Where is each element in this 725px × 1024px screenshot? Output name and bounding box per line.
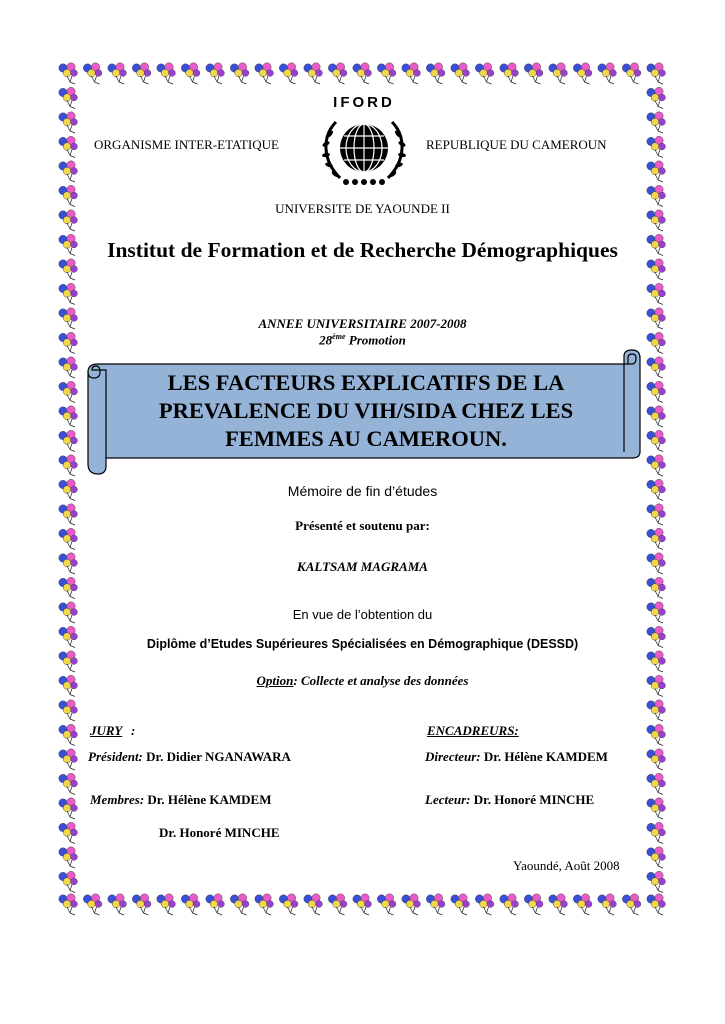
- academic-year: ANNEE UNIVERSITAIRE 2007-2008: [258, 316, 467, 331]
- balloon-cluster-icon: [647, 700, 666, 721]
- org-right: REPUBLIQUE DU CAMEROUN: [426, 137, 607, 152]
- balloon-cluster-icon: [622, 63, 641, 84]
- balloon-cluster-icon: [353, 894, 372, 915]
- member1-name: Dr. Hélène KAMDEM: [144, 792, 272, 807]
- balloon-cluster-icon: [451, 63, 470, 84]
- balloon-cluster-icon: [59, 871, 78, 892]
- option-label: Option: [256, 673, 294, 688]
- balloon-cluster-icon: [255, 894, 274, 915]
- balloon-cluster-icon: [647, 136, 666, 157]
- diploma-name: Diplôme d’Etudes Supérieures Spécialisées en Démographique (DESSD): [146, 637, 579, 651]
- balloon-cluster-icon: [402, 894, 421, 915]
- balloon-cluster-icon: [573, 894, 592, 915]
- balloon-cluster-icon: [83, 894, 102, 915]
- balloon-cluster-icon: [353, 63, 372, 84]
- balloon-cluster-icon: [59, 822, 78, 843]
- balloon-cluster-icon: [647, 577, 666, 598]
- promotion-sup: ème: [332, 332, 346, 341]
- balloon-cluster-icon: [59, 136, 78, 157]
- balloon-cluster-icon: [524, 63, 543, 84]
- thesis-title: [118, 369, 614, 453]
- balloon-cluster-icon: [647, 798, 666, 819]
- balloon-cluster-icon: [230, 894, 249, 915]
- balloon-cluster-icon: [573, 63, 592, 84]
- balloon-cluster-icon: [59, 283, 78, 304]
- balloon-cluster-icon: [59, 161, 78, 182]
- jury-colon: :: [131, 723, 136, 738]
- balloon-cluster-icon: [59, 381, 78, 402]
- balloon-cluster-icon: [132, 894, 151, 915]
- balloon-cluster-icon: [59, 577, 78, 598]
- balloon-cluster-icon: [647, 749, 666, 770]
- balloon-cluster-icon: [647, 724, 666, 745]
- university: UNIVERSITE DE YAOUNDE II: [275, 201, 450, 216]
- balloon-cluster-icon: [647, 847, 666, 868]
- balloon-cluster-icon: [426, 63, 445, 84]
- balloon-cluster-icon: [279, 894, 298, 915]
- balloon-cluster-icon: [206, 63, 225, 84]
- balloon-cluster-icon: [647, 894, 666, 915]
- un-emblem-icon: [316, 112, 412, 190]
- jury-president: [88, 749, 291, 765]
- balloon-cluster-icon: [500, 894, 519, 915]
- org-left: ORGANISME INTER-ETATIQUE: [94, 137, 279, 152]
- balloon-cluster-icon: [59, 894, 78, 915]
- institute-title: Institut de Formation et de Recherche Démographiques: [107, 238, 618, 262]
- balloon-cluster-icon: [598, 63, 617, 84]
- balloon-cluster-icon: [108, 894, 127, 915]
- balloon-cluster-icon: [132, 63, 151, 84]
- balloon-cluster-icon: [402, 63, 421, 84]
- balloon-cluster-icon: [157, 63, 176, 84]
- balloon-cluster-icon: [59, 430, 78, 451]
- balloon-cluster-icon: [647, 406, 666, 427]
- balloon-cluster-icon: [181, 63, 200, 84]
- obtention-label: En vue de l’obtention du: [292, 607, 433, 622]
- balloon-cluster-icon: [451, 894, 470, 915]
- balloon-cluster-icon: [647, 651, 666, 672]
- balloon-cluster-icon: [647, 455, 666, 476]
- balloon-cluster-icon: [647, 871, 666, 892]
- balloon-cluster-icon: [59, 63, 78, 84]
- member2-name: Dr. Honoré MINCHE: [159, 825, 280, 840]
- balloon-cluster-icon: [647, 63, 666, 84]
- director-name: Dr. Hélène KAMDEM: [480, 749, 608, 764]
- presented-by: Présenté et soutenu par:: [295, 518, 430, 533]
- balloon-cluster-icon: [59, 847, 78, 868]
- promotion-label: Promotion: [348, 332, 406, 348]
- jury-heading: JURY: [90, 723, 123, 738]
- members-role: Membres:: [90, 792, 145, 807]
- balloon-cluster-icon: [206, 894, 225, 915]
- place-date: Yaoundé, Août 2008: [513, 858, 620, 873]
- balloon-cluster-icon: [108, 63, 127, 84]
- balloon-cluster-icon: [304, 63, 323, 84]
- reader-name: Dr. Honoré MINCHE: [470, 792, 595, 807]
- option-value: : Collecte et analyse des données: [293, 673, 469, 688]
- balloon-cluster-icon: [157, 894, 176, 915]
- balloon-cluster-icon: [647, 822, 666, 843]
- balloon-cluster-icon: [598, 894, 617, 915]
- balloon-cluster-icon: [524, 894, 543, 915]
- balloon-cluster-icon: [59, 87, 78, 108]
- balloon-cluster-icon: [647, 283, 666, 304]
- thesis-title-line2: PREVALENCE DU VIH/SIDA CHEZ LES: [158, 398, 574, 423]
- balloon-cluster-icon: [59, 798, 78, 819]
- balloon-cluster-icon: [647, 357, 666, 378]
- director-role: Directeur:: [425, 749, 481, 764]
- balloon-cluster-icon: [59, 749, 78, 770]
- balloon-cluster-icon: [426, 894, 445, 915]
- encadreur-director: [425, 749, 608, 765]
- option-line: [0, 673, 725, 689]
- balloon-cluster-icon: [59, 357, 78, 378]
- balloon-cluster-icon: [59, 455, 78, 476]
- balloon-cluster-icon: [83, 63, 102, 84]
- balloon-cluster-icon: [549, 63, 568, 84]
- balloon-cluster-icon: [59, 724, 78, 745]
- iford-logo: [316, 94, 412, 190]
- balloon-cluster-icon: [59, 112, 78, 133]
- balloon-cluster-icon: [549, 894, 568, 915]
- balloon-cluster-icon: [475, 63, 494, 84]
- balloon-cluster-icon: [622, 894, 641, 915]
- balloon-cluster-icon: [475, 894, 494, 915]
- balloon-cluster-icon: [59, 406, 78, 427]
- balloon-cluster-icon: [647, 161, 666, 182]
- author-name: KALTSAM MAGRAMA: [297, 559, 428, 574]
- balloon-cluster-icon: [377, 63, 396, 84]
- balloon-cluster-icon: [181, 894, 200, 915]
- balloon-cluster-icon: [59, 700, 78, 721]
- balloon-cluster-icon: [59, 773, 78, 794]
- balloon-cluster-icon: [500, 63, 519, 84]
- balloon-cluster-icon: [377, 894, 396, 915]
- balloon-cluster-icon: [647, 112, 666, 133]
- balloon-cluster-icon: [647, 381, 666, 402]
- memoire-label: Mémoire de fin d’études: [287, 483, 438, 499]
- promotion-line: [0, 332, 725, 348]
- encadreur-reader: [425, 792, 594, 808]
- balloon-cluster-icon: [230, 63, 249, 84]
- balloon-cluster-icon: [304, 894, 323, 915]
- logo-text: IFORD: [333, 94, 395, 111]
- balloon-cluster-icon: [59, 651, 78, 672]
- president-role: Président:: [88, 749, 143, 764]
- promotion-number: 28: [319, 332, 333, 348]
- balloon-cluster-icon: [647, 87, 666, 108]
- reader-role: Lecteur:: [425, 792, 471, 807]
- balloon-cluster-icon: [279, 63, 298, 84]
- encadreurs-heading: ENCADREURS:: [427, 723, 519, 738]
- president-name: Dr. Didier NGANAWARA: [142, 749, 291, 764]
- balloon-cluster-icon: [328, 63, 347, 84]
- balloon-cluster-icon: [255, 63, 274, 84]
- balloon-cluster-icon: [328, 894, 347, 915]
- balloon-cluster-icon: [647, 430, 666, 451]
- jury-members: [90, 792, 272, 808]
- thesis-title-line3: FEMMES AU CAMEROUN.: [225, 426, 507, 451]
- balloon-cluster-icon: [647, 773, 666, 794]
- thesis-title-line1: LES FACTEURS EXPLICATIFS DE LA: [167, 370, 565, 395]
